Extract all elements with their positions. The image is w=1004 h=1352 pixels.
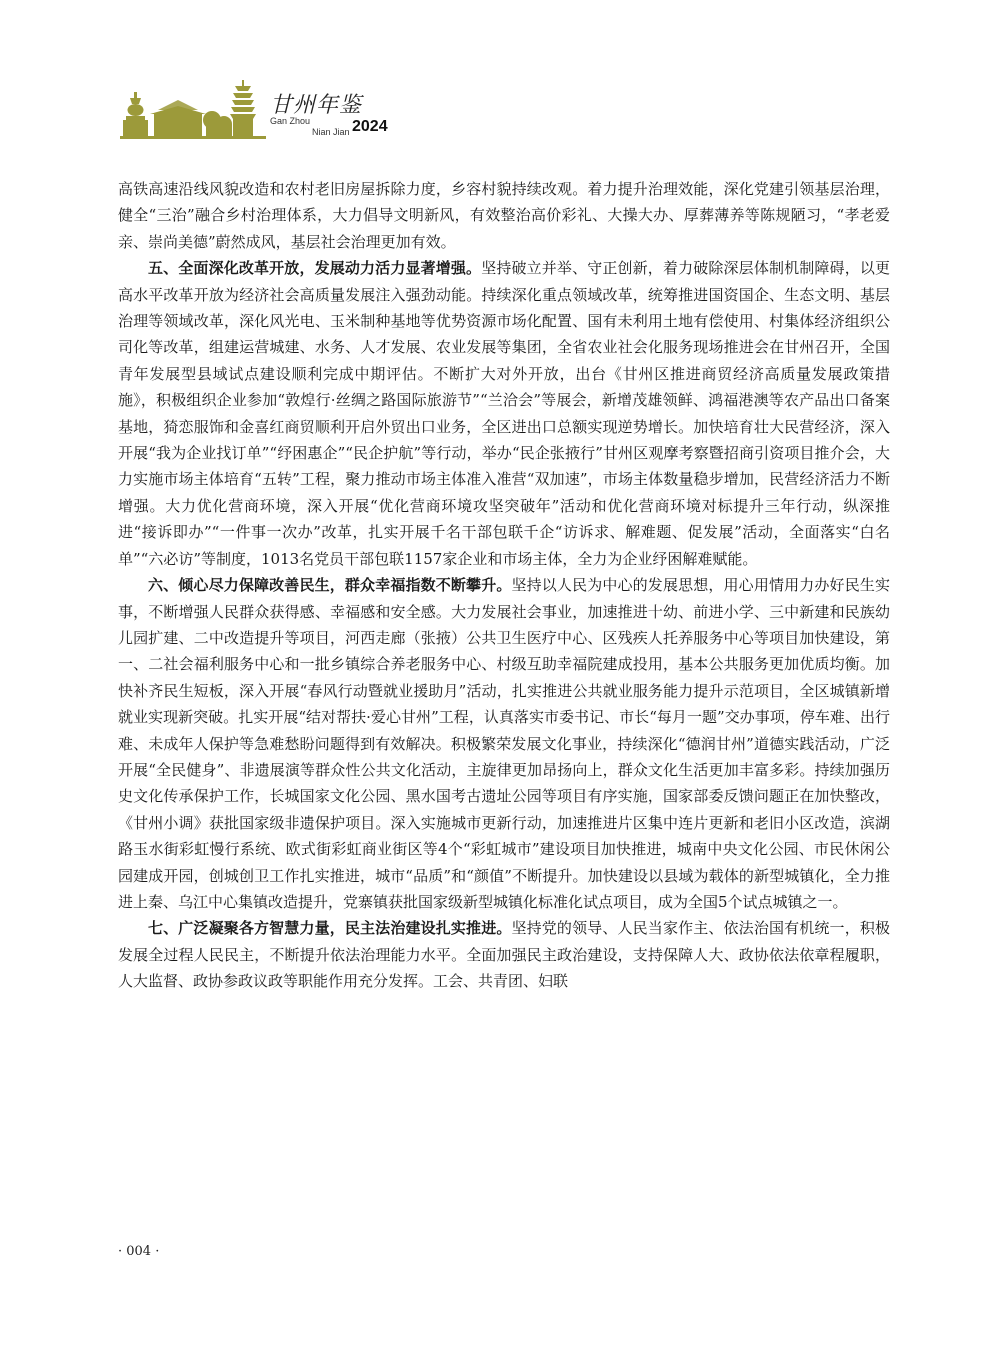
brand-year: 2024 — [352, 118, 388, 135]
paragraph-4-heading: 七、广泛凝聚各方智慧力量，民主法治建设扎实推进。 — [148, 919, 512, 938]
brand-nian-jian: Nian Jian — [312, 127, 350, 137]
page-header — [120, 70, 420, 142]
body-text — [118, 176, 890, 995]
page-number: · 004 · — [118, 1244, 160, 1259]
paragraph-3 — [118, 572, 890, 915]
paragraph-4-text: 坚持党的领导、人民当家作主、依法治国有机统一，积极发展全过程人民民主，不断提升依法治理能力水平。全面加强民主政治建设，支持保障人大、政协依法依章程履职，人大监督、政协参政议政等职能作用充分发挥。工会、共青团、妇联 — [118, 919, 890, 991]
paragraph-3-heading: 六、倾心尽力保障改善民生，群众幸福指数不断攀升。 — [148, 576, 512, 595]
paragraph-3-text: 坚持以人民为中心的发展思想，用心用情用力办好民生实事，不断增强人民群众获得感、幸福感和安全感。大力发展社会事业，加速推进十幼、前进小学、三中新建和民族幼儿园扩建、二中改造提升等项目，河西走廊（张掖）公共卫生医疗中心、区残疾人托养服务中心等项目加快建设，第一、二社会福利服务中心和一批乡镇综合养老服务中心、村级互助幸福院建成投用，基本公共服务更加优质均衡。加快补齐民生短板，深入开展“春风行动暨就业援助月”活动，扎实推进公共就业服务能力提升示范项目，全区城镇新增就业实现新突破。扎实开展“结对帮扶·爱心甘州”工程，认真落实市委书记、市长“每月一题”交办事项，停车难、出行难、未成年人保护等急难愁盼问题得到有效解决。积极繁荣发展文化事业，持续深化“德润甘州”道德实践活动，广泛开展“全民健身”、非遗展演等群众性公共文化活动，主旋律更加昂扬向上，群众文化生活更加丰富多彩。持续加强历史文化传承保护工作，长城国家文化公园、黑水国考古遗址公园等项目有序实施，国家部委反馈问题正在加快整改，《甘州小调》获批国家级非遗保护项目。深入实施城市更新行动，加速推进片区集中连片更新和老旧小区改造，滨湖路玉水街彩虹慢行系统、欧式街彩虹商业街区等4个“彩虹城市”建设项目加快推进，城南中央文化公园、市民休闲公园建成开园，创城创卫工作扎实推进，城市“品质”和“颜值”不断提升。加快建设以县域为载体的新型城镇化，全力推进上秦、乌江中心集镇改造提升，党寨镇获批国家级新型城镇化标准化试点项目，成为全国5个试点城镇之一。 — [118, 576, 890, 911]
paragraph-1-text: 高铁高速沿线风貌改造和农村老旧房屋拆除力度，乡容村貌持续改观。着力提升治理效能，深化党建引领基层治理，健全“三治”融合乡村治理体系，大力倡导文明新风，有效整治高价彩礼、大操大办、厚葬薄养等陈规陋习，“孝老爱亲、崇尚美德”蔚然成风，基层社会治理更加有效。 — [118, 180, 890, 251]
paragraph-4 — [118, 915, 890, 994]
pagoda-temple-illustration-icon — [120, 70, 268, 140]
paragraph-2 — [118, 255, 890, 572]
paragraph-2-heading: 五、全面深化改革开放，发展动力活力显著增强。 — [148, 259, 482, 278]
paragraph-2-text: 坚持破立并举、守正创新，着力破除深层体制机制障碍，以更高水平改革开放为经济社会高质量发展注入强劲动能。持续深化重点领域改革，统筹推进国资国企、生态文明、基层治理等领域改革，深化风光电、玉米制种基地等优势资源市场化配置、国有未利用土地有偿使用、村集体经济组织公司化等改革，组建运营城建、水务、人才发展、农业发展等集团，全省农业社会化服务现场推进会在甘州召开，全国青年发展型县域试点建设顺利完成中期评估。不断扩大对外开放，出台《甘州区推进商贸经济高质量发展政策措施》，积极组织企业参加“敦煌行·丝绸之路国际旅游节”“兰洽会”等展会，新增茂雄领鲜、鸿福港澳等农产品出口备案基地，猗恋服饰和金喜红商贸顺利开启外贸出口业务，全区进出口总额实现逆势增长。加快培育壮大民营经济，深入开展“我为企业找订单”“纾困惠企”“民企护航”等行动，举办“民企张掖行”甘州区观摩考察暨招商引资项目推介会，大力实施市场主体培育“五转”工程，聚力推动市场主体准入准营“双加速”，市场主体数量稳步增加，民营经济活力不断增强。大力优化营商环境，深入开展“优化营商环境攻坚突破年”活动和优化营商环境对标提升三年行动，纵深推进“接诉即办”“一件事一次办”改革，扎实开展千名干部包联千企“访诉求、解难题、促发展”活动，全面落实“白名单”“六必访”等制度，1013名党员干部包联1157家企业和市场主体，全力为企业纾困解难赋能。 — [118, 259, 890, 568]
brand-chinese-title: 甘州年鉴 — [270, 93, 363, 118]
paragraph-1 — [118, 176, 890, 255]
brand-gan-zhou: Gan Zhou — [270, 116, 311, 126]
